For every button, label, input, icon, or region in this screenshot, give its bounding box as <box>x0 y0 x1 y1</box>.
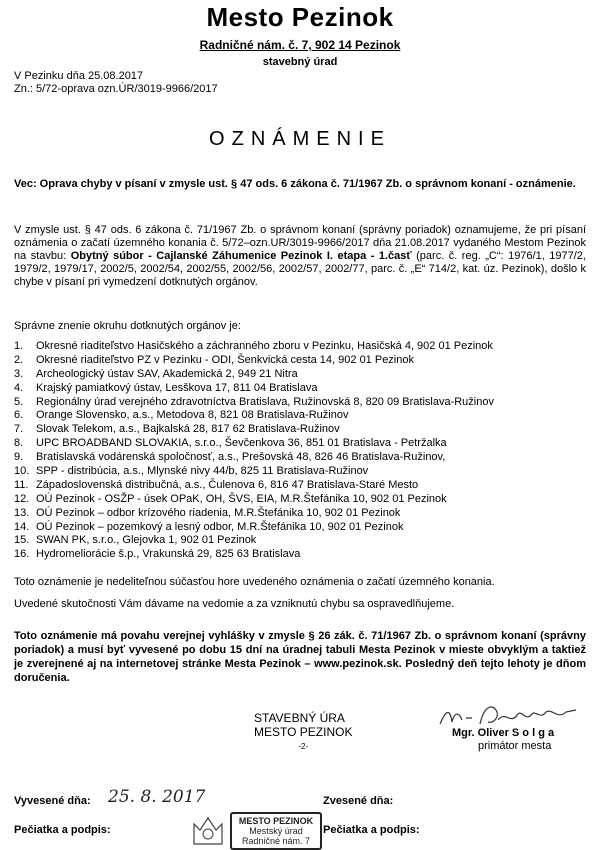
organ-item <box>14 437 494 451</box>
organ-number: 15. <box>14 534 30 547</box>
organ-text: UPC BROADBAND SLOVAKIA, s.r.o., Ševčenkova 36, 851 01 Bratislava - Petržalka <box>36 437 447 450</box>
stamp-number: -2- <box>298 742 309 751</box>
organ-item <box>14 382 494 396</box>
organ-item <box>14 451 494 465</box>
organs-intro: Správne znenie okruhu dotknutých orgánov je: <box>14 320 241 332</box>
organ-item <box>14 423 494 437</box>
organ-text: SPP - distribúcia, a.s., Mlynské nivy 44/b, 825 11 Bratislava-Ružinov <box>36 465 369 478</box>
organ-item <box>14 521 494 535</box>
organ-item <box>14 493 494 507</box>
organ-text: OÚ Pezinok – pozemkový a lesný odbor, M.R.Štefánika 10, 902 01 Pezinok <box>36 520 404 533</box>
organ-number: 5. <box>14 395 24 408</box>
organ-text: OÚ Pezinok – odbor krízového riadenia, M.R.Štefánika 10, 902 01 Pezinok <box>36 506 401 519</box>
organs-list <box>14 340 494 562</box>
organ-item <box>14 368 494 382</box>
office-name: stavebný úrad <box>262 56 338 68</box>
organ-item <box>14 465 494 479</box>
stamp-line-1: MESTO PEZINOK <box>238 816 314 826</box>
integral-part-note: Toto oznámenie je nedeliteľnou súčasťou hore uvedeného oznámenia o začatí územného konania. <box>14 576 495 588</box>
organ-item <box>14 548 494 562</box>
main-paragraph <box>14 224 586 289</box>
mayor-name: Mgr. Oliver S o l g a <box>452 727 555 739</box>
paragraph-text-2: (parc. č. reg. „C“: 1976/1, 1977/2, 1979/2, 1979/17, 2002/5, 2002/54, 2002/55, 2002/56, 2002/57, 2002/77, parc. č. „E“ 714/2, kat. úz. Pezinok), došlo k chybe v písaní pri vymedzení dotknutých orgánov. <box>14 250 586 288</box>
organ-item <box>14 340 494 354</box>
organ-number: 11. <box>14 478 29 491</box>
organ-number: 8. <box>14 437 24 450</box>
organ-text: Krajský pamiatkový ústav, Lesškova 17, 811 04 Bratislava <box>36 381 318 394</box>
office-stamp-line2: MESTO PEZINOK <box>254 725 353 739</box>
stamp-signature-label-left: Pečiatka a podpis: <box>14 824 111 836</box>
organ-item <box>14 396 494 410</box>
organ-number: 2. <box>14 353 24 366</box>
stamp-line-2: Mestský úrad <box>249 826 303 836</box>
public-notice-paragraph: Toto oznámenie má povahu verejnej vyhlášky v zmysle § 26 zák. č. 71/1967 Zb. o správnom konaní (správny poriadok) a musí byť vyvesené po dobu 15 dní na úradnej tabuli Mesta Pezinok v mieste obvyklým a taktiež je zverejnené aj na internetovej stránke Mesta Pezinok – www.pezinok.sk. Posledný deň tejto lehoty je dňom doručenia. <box>14 630 586 684</box>
posted-label: Vyvesené dňa: <box>14 795 91 807</box>
posted-date: 25. 8. 2017 <box>108 787 206 807</box>
organ-text: Regionálny úrad verejného zdravotníctva Bratislava, Ružinovská 8, 820 09 Bratislava-Ružinov <box>36 395 494 408</box>
official-stamp <box>230 812 322 850</box>
organ-text: Okresné riaditeľstvo PZ v Pezinku - ODI, Šenkvická cesta 14, 902 01 Pezinok <box>36 353 414 366</box>
paragraph-text: V zmysle ust. § 47 ods. 6 zákona č. 71/1967 Zb. o správnom konaní (správny poriadok) oznamujeme, že pri písaní oznámenia o začatí územného konania č. 5/72–ozn.UR/3019-9966/2017 dňa 21.08.2017 vydaného Mestom Pezinok na stavbu: <box>14 224 586 262</box>
apology-note: Uvedené skutočnosti Vám dávame na vedomie a za vzniknutú chybu sa ospravedlňujeme. <box>14 598 455 610</box>
organ-text: Slovak Telekom, a.s., Bajkalská 28, 817 62 Bratislava-Ružinov <box>36 423 340 436</box>
organ-text: Archeologický ústav SAV, Akademická 2, 949 21 Nitra <box>36 367 298 380</box>
organ-number: 14. <box>14 520 30 533</box>
organ-number: 6. <box>14 409 24 422</box>
office-stamp-line1: STAVEBNÝ ÚRA <box>254 711 345 725</box>
organ-number: 7. <box>14 423 24 436</box>
organ-item <box>14 354 494 368</box>
subject-line: Vec: Oprava chyby v písaní v zmysle ust. § 47 ods. 6 zákona č. 71/1967 Zb. o správnom konaní - oznámenie. <box>14 178 576 190</box>
mayor-role: primátor mesta <box>478 740 552 752</box>
organ-number: 16. <box>14 548 30 561</box>
organ-text: Okresné riaditeľstvo Hasičského a záchranného zboru v Pezinku, Hasičská 4, 902 01 Pezinok <box>36 340 493 352</box>
organ-text: Bratislavská vodárenská spoločnosť, a.s., Prešovská 48, 826 46 Bratislava-Ružinov, <box>36 451 446 464</box>
organ-item <box>14 409 494 423</box>
document-address: Radničné nám. č. 7, 902 14 Pezinok <box>199 38 401 52</box>
organ-text: Západoslovenská distribučná, a.s., Čulenova 6, 816 47 Bratislava-Staré Mesto <box>36 478 419 491</box>
organ-item <box>14 534 494 548</box>
organ-text: SWAN PK, s.r.o., Glejovka 1, 902 01 Pezinok <box>36 534 257 547</box>
organ-text: Hydromeliorácie š.p., Vrakunská 29, 825 63 Bratislava <box>36 548 301 561</box>
organ-number: 3. <box>14 367 24 380</box>
organ-number: 9. <box>14 451 24 464</box>
organ-number: 4. <box>14 381 24 394</box>
notice-heading: OZNÁMENIE <box>209 128 391 150</box>
organ-number: 12. <box>14 492 30 505</box>
office-signature-block <box>254 711 352 754</box>
reference-line: Zn.: 5/72-oprava ozn.ÚR/3019-9966/2017 <box>14 83 218 95</box>
stamp-signature-label-right: Pečiatka a podpis: <box>323 824 420 836</box>
organ-item <box>14 479 494 493</box>
document-title: Mesto Pezinok <box>206 2 394 32</box>
date-line: V Pezinku dňa 25.08.2017 <box>14 70 144 82</box>
organ-text: OÚ Pezinok - OSŽP - úsek OPaK, OH, ŠVS, EIA, M.R.Štefánika 10, 902 01 Pezinok <box>36 492 447 505</box>
organ-text: Orange Slovensko, a.s., Metodova 8, 821 08 Bratislava-Ružinov <box>36 409 349 422</box>
stamp-emblem-icon <box>190 812 226 848</box>
organ-number: 10. <box>14 465 30 478</box>
stamp-line-3: Radničné nám. 7 <box>241 836 311 846</box>
removed-label: Zvesené dňa: <box>323 795 394 807</box>
organ-item <box>14 507 494 521</box>
organ-number: 13. <box>14 506 30 519</box>
construction-name: Obytný súbor - Cajlanské Záhumenice Pezinok I. etapa - 1.časť <box>70 250 412 262</box>
organ-number: 1. <box>14 340 24 352</box>
